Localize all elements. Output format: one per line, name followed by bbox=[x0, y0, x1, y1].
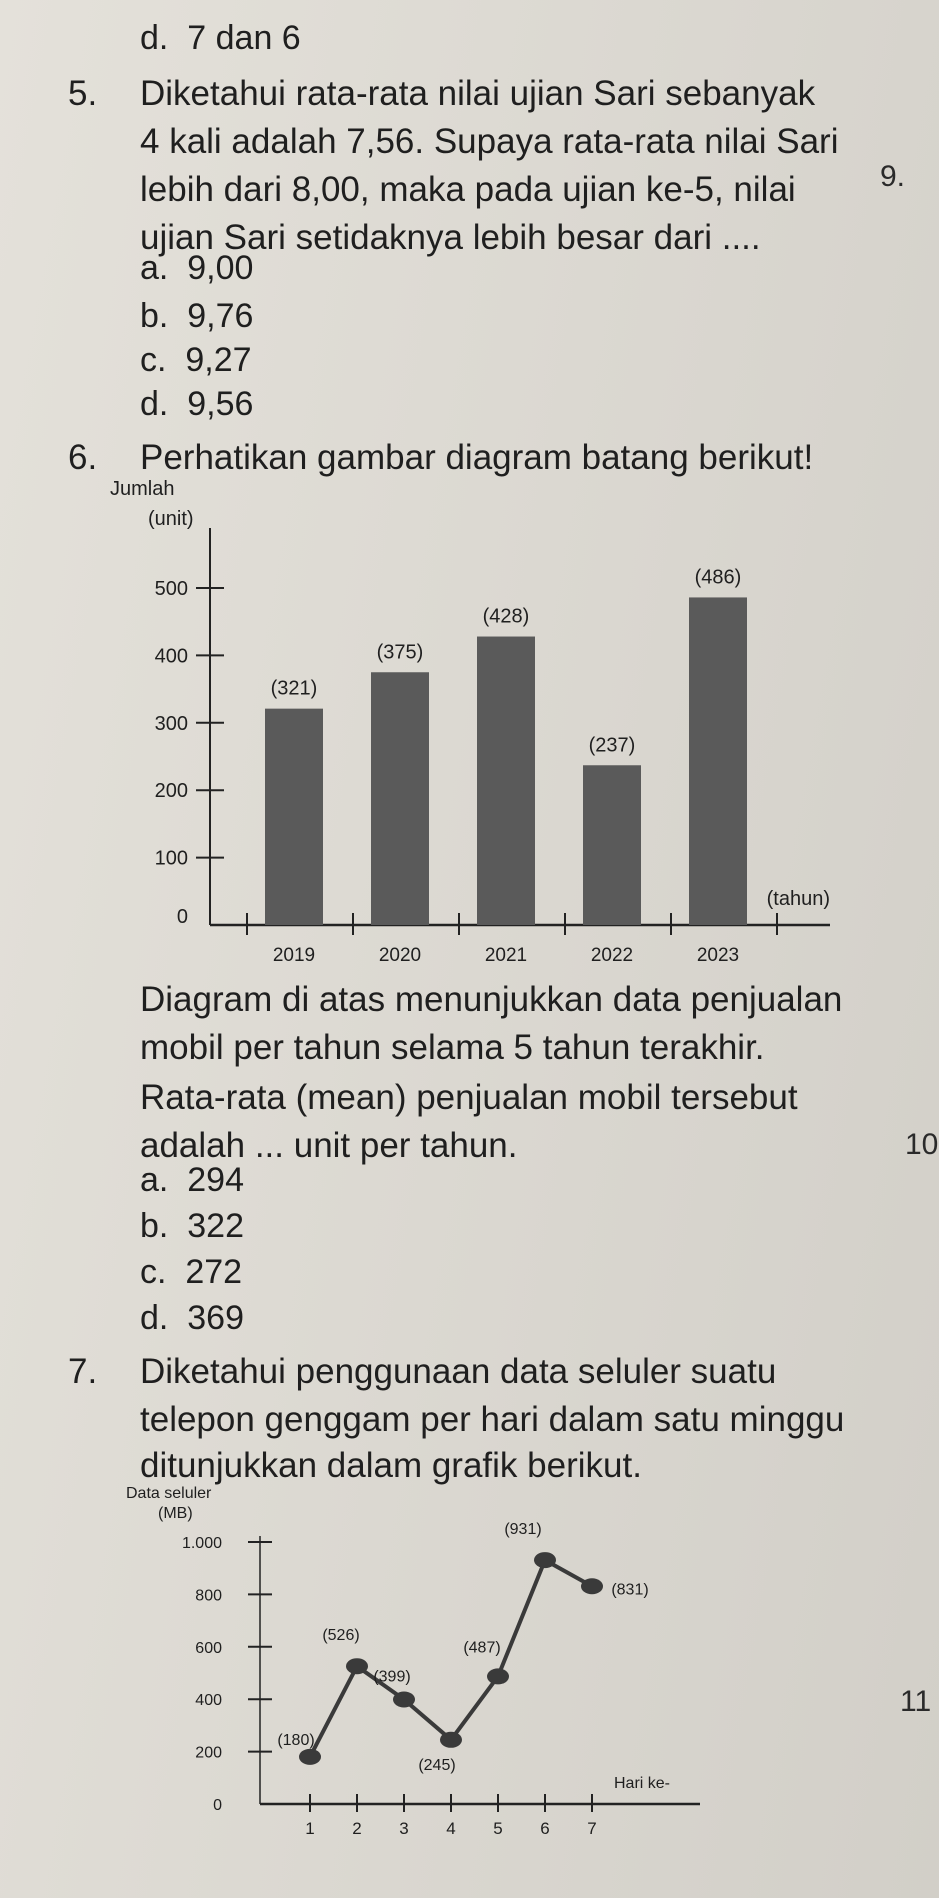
q5-option-a: a. 9,00 bbox=[140, 249, 254, 287]
x-tick-label: 1 bbox=[305, 1819, 315, 1838]
data-point bbox=[534, 1552, 556, 1568]
y-tick-label: 400 bbox=[195, 1692, 222, 1710]
q5-option-c: c. 9,27 bbox=[140, 341, 252, 379]
q4-option-d: d. 7 dan 6 bbox=[140, 19, 301, 57]
y-tick-label: 100 bbox=[154, 847, 188, 870]
y-tick-label: 500 bbox=[154, 578, 188, 600]
q6-line-4: adalah ... unit per tahun. bbox=[140, 1126, 518, 1165]
q6-line-3: Rata-rata (mean) penjualan mobil tersebut bbox=[140, 1078, 798, 1117]
point-data-label: (526) bbox=[322, 1627, 360, 1645]
bar-data-label: (486) bbox=[694, 566, 742, 589]
bar-chart bbox=[110, 475, 870, 975]
q6-option-d: d. 369 bbox=[140, 1299, 244, 1337]
data-point bbox=[487, 1668, 509, 1684]
y-tick-label: 400 bbox=[154, 645, 188, 668]
data-point bbox=[299, 1749, 321, 1765]
margin-number-11: 11 bbox=[900, 1685, 932, 1718]
line-chart bbox=[110, 1482, 870, 1882]
x-tick-label: 2023 bbox=[696, 945, 740, 966]
bar bbox=[477, 637, 535, 925]
bar bbox=[689, 597, 747, 925]
q7-line-2: telepon genggam per hari dalam satu minggu bbox=[140, 1400, 845, 1439]
point-data-label: (931) bbox=[504, 1521, 542, 1539]
y-axis-label-line-2: (MB) bbox=[158, 1505, 193, 1522]
q6-option-c: c. 272 bbox=[140, 1253, 243, 1291]
x-tick-label: 2021 bbox=[484, 945, 528, 966]
q5-number: 5. bbox=[68, 74, 98, 113]
y-axis-label-line-1: Data seluler bbox=[126, 1485, 212, 1502]
x-tick-label: 2 bbox=[352, 1819, 362, 1838]
margin-number-9: 9. bbox=[880, 160, 906, 193]
y-tick-label: 800 bbox=[195, 1587, 222, 1605]
q6-option-b: b. 322 bbox=[140, 1207, 244, 1245]
bar-data-label: (321) bbox=[270, 677, 318, 700]
bar-data-label: (375) bbox=[376, 641, 424, 664]
q6-prompt: Perhatikan gambar diagram batang berikut! bbox=[140, 438, 814, 477]
q5-line-2: 4 kali adalah 7,56. Supaya rata-rata nilai Sari bbox=[140, 122, 839, 161]
point-data-label: (180) bbox=[277, 1731, 315, 1749]
bar bbox=[371, 672, 429, 925]
data-point bbox=[581, 1578, 603, 1594]
x-tick-label: 4 bbox=[446, 1819, 456, 1838]
x-tick-label: 6 bbox=[540, 1819, 550, 1838]
q7-line-3: ditunjukkan dalam grafik berikut. bbox=[140, 1446, 642, 1485]
point-data-label: (831) bbox=[611, 1581, 649, 1599]
q5-option-d: d. 9,56 bbox=[140, 385, 254, 423]
y-axis-label-line-1: Jumlah bbox=[110, 478, 175, 500]
bar-data-label: (237) bbox=[588, 734, 636, 757]
q5-option-b: b. 9,76 bbox=[140, 297, 254, 335]
q5-line-1: Diketahui rata-rata nilai ujian Sari sebanyak bbox=[140, 74, 816, 113]
data-point bbox=[346, 1658, 368, 1674]
y-tick-label: 300 bbox=[154, 712, 188, 735]
x-axis-label: (tahun) bbox=[766, 888, 830, 910]
x-tick-label: 5 bbox=[493, 1819, 503, 1838]
data-point bbox=[393, 1691, 415, 1707]
q6-line-1: Diagram di atas menunjukkan data penjualan bbox=[140, 980, 843, 1019]
data-point bbox=[440, 1732, 462, 1748]
q6-option-a: a. 294 bbox=[140, 1161, 244, 1199]
x-tick-label: 2020 bbox=[378, 945, 422, 966]
q6-line-2: mobil per tahun selama 5 tahun terakhir. bbox=[140, 1028, 765, 1067]
x-axis-label: Hari ke- bbox=[613, 1775, 670, 1792]
y-tick-label: 600 bbox=[195, 1639, 222, 1657]
y-tick-label: 0 bbox=[213, 1797, 222, 1814]
q6-number: 6. bbox=[68, 438, 98, 477]
x-tick-label: 2022 bbox=[590, 945, 634, 966]
q5-line-4: ujian Sari setidaknya lebih besar dari .... bbox=[140, 218, 761, 257]
x-tick-label: 2019 bbox=[272, 945, 316, 966]
q7-line-1: Diketahui penggunaan data seluler suatu bbox=[140, 1352, 777, 1391]
point-data-label: (245) bbox=[418, 1756, 456, 1774]
point-data-label: (399) bbox=[373, 1668, 411, 1686]
y-axis-label-line-2: (unit) bbox=[148, 508, 194, 530]
x-tick-label: 3 bbox=[399, 1819, 409, 1838]
q7-number: 7. bbox=[68, 1352, 98, 1391]
y-tick-label: 0 bbox=[176, 906, 188, 928]
data-series-line bbox=[310, 1560, 592, 1757]
bar-data-label: (428) bbox=[482, 605, 530, 628]
point-data-label: (487) bbox=[463, 1639, 501, 1657]
margin-number-10: 10 bbox=[905, 1128, 939, 1161]
x-tick-label: 7 bbox=[587, 1819, 597, 1838]
q5-line-3: lebih dari 8,00, maka pada ujian ke-5, nilai bbox=[140, 170, 796, 209]
bar bbox=[583, 765, 641, 925]
y-tick-label: 200 bbox=[195, 1744, 222, 1762]
y-tick-label: 200 bbox=[154, 780, 188, 803]
bar bbox=[265, 709, 323, 925]
y-tick-label: 1.000 bbox=[181, 1535, 222, 1552]
